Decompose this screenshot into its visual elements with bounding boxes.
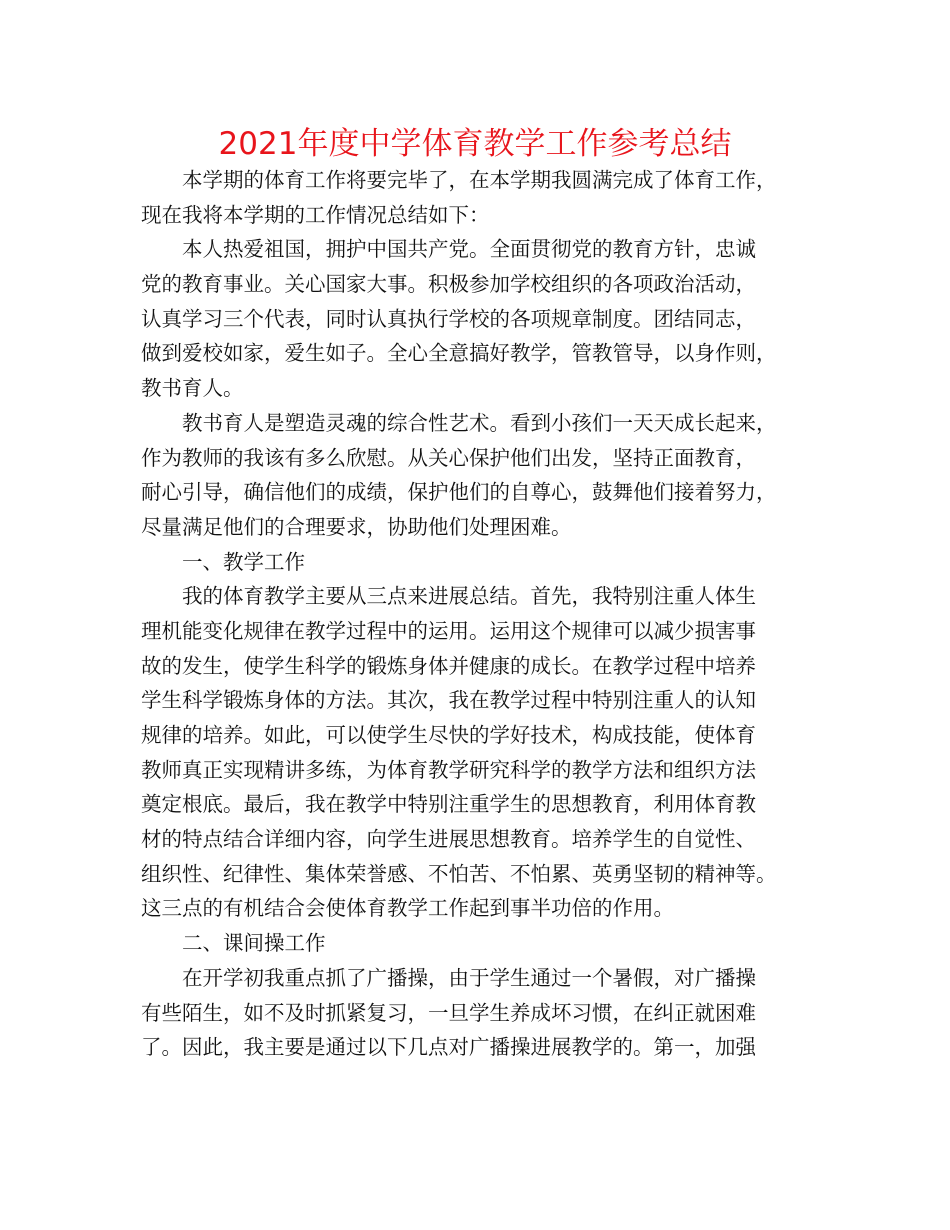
text-line: 奠定根底。最后，我在教学中特别注重学生的思想教育，利用体育教 [141, 792, 756, 817]
text-line: 党的教育事业。关心国家大事。积极参加学校组织的各项政治活动， [141, 272, 756, 297]
text-line: 故的发生，使学生科学的锻炼身体并健康的成长。在教学过程中培养 [141, 653, 756, 678]
text-line: 本学期的体育工作将要完毕了，在本学期我圆满完成了体育工作， [182, 168, 777, 192]
text-line: 耐心引导，确信他们的成绩，保护他们的自尊心，鼓舞他们接着努力， [141, 480, 777, 505]
text-line: 一、教学工作 [182, 549, 305, 574]
text-line: 了。因此，我主要是通过以下几点对广播操进展教学的。第一，加强 [141, 1035, 756, 1060]
text-line: 作为教师的我该有多么欣慰。从关心保护他们出发，坚持正面教育， [141, 445, 756, 470]
document-title: 2021年度中学体育教学工作参考总结 [218, 126, 732, 162]
text-line: 有些陌生，如不及时抓紧复习，一旦学生养成坏习惯，在纠正就困难 [141, 1000, 756, 1025]
text-line: 在开学初我重点抓了广播操，由于学生通过一个暑假，对广播操 [182, 965, 756, 990]
text-line: 尽量满足他们的合理要求，协助他们处理困难。 [141, 514, 572, 539]
text-line: 理机能变化规律在教学过程中的运用。运用这个规律可以减少损害事 [141, 618, 756, 643]
text-line: 我的体育教学主要从三点来进展总结。首先，我特别注重人体生 [182, 584, 756, 609]
text-line: 现在我将本学期的工作情况总结如下： [141, 202, 490, 227]
text-line: 二、课间操工作 [182, 931, 326, 956]
text-line: 教书育人。 [141, 376, 244, 401]
text-line: 做到爱校如家，爱生如子。全心全意搞好教学，管教管导，以身作则， [141, 341, 777, 366]
text-line: 规律的培养。如此，可以使学生尽快的学好技术，构成技能，使体育 [141, 723, 756, 747]
text-line: 教师真正实现精讲多练，为体育教学研究科学的教学方法和组织方法 [141, 757, 756, 782]
text-line: 认真学习三个代表，同时认真执行学校的各项规章制度。团结同志， [141, 306, 756, 331]
text-line: 本人热爱祖国，拥护中国共产党。全面贯彻党的教育方针，忠诚 [182, 237, 756, 262]
text-line: 组织性、纪律性、集体荣誉感、不怕苦、不怕累、英勇坚韧的精神等。 [141, 861, 777, 886]
text-line: 学生科学锻炼身体的方法。其次，我在教学过程中特别注重人的认知 [141, 688, 756, 713]
document-body [141, 163, 826, 1065]
text-line: 材的特点结合详细内容，向学生进展思想教育。培养学生的自觉性、 [141, 827, 756, 852]
text-line: 这三点的有机结合会使体育教学工作起到事半功倍的作用。 [141, 896, 674, 921]
text-line: 教书育人是塑造灵魂的综合性艺术。看到小孩们一天天成长起来， [182, 410, 777, 435]
